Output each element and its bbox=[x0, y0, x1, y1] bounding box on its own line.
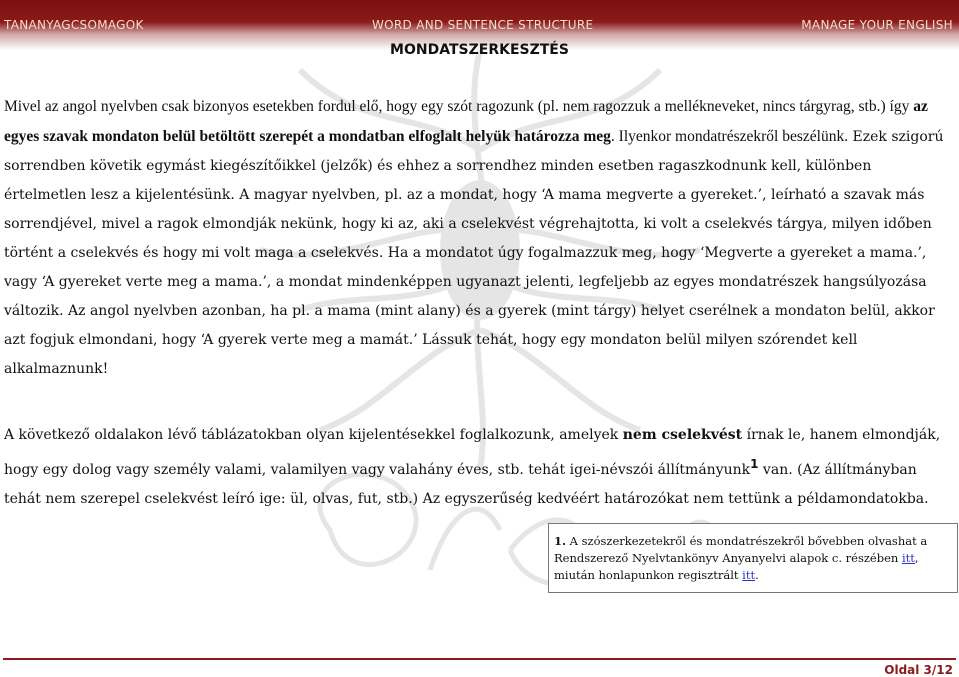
page-title: MONDATSZERKESZTÉS bbox=[390, 42, 569, 58]
footnote-text-3: . bbox=[755, 568, 759, 582]
header-right-label: MANAGE YOUR ENGLISH bbox=[801, 18, 953, 32]
intro-paragraph bbox=[4, 92, 956, 384]
paragraph2-bold-text: nem cselekvést bbox=[622, 427, 743, 443]
footnote-reference: 1 bbox=[750, 457, 759, 471]
header-left-label: TANANYAGCSOMAGOK bbox=[4, 18, 144, 32]
paragraph2-text-b: írnak le, hanem elmondják, hogy egy dolog vagy személy valami, valamilyen vagy valahány éves, stb. tehát igei-névszói állítmányunk bbox=[4, 427, 941, 478]
paragraph2-text-a: A következő oldalakon lévő táblázatokban olyan kijelentésekkel foglalkozunk, amelyek bbox=[4, 427, 623, 443]
footnote-link-2[interactable]: itt bbox=[742, 568, 756, 582]
footnote-text-2: , miután honlapunkon regisztrált bbox=[554, 551, 919, 582]
footnote-box bbox=[548, 523, 958, 593]
paragraph1-text-a: Mivel az angol nyelvben csak bizonyos esetekben fordul elő, hogy egy szót ragozunk (pl. nem ragozzuk a mellékneveket, nincs tárgyrag, stb.) így bbox=[4, 98, 914, 115]
second-paragraph bbox=[4, 421, 956, 514]
footer-divider bbox=[3, 658, 956, 660]
paragraph2-text-c: van. (Az állítmányban tehát nem szerepel cselekvést leíró ige: ül, olvas, fut, stb.) Az egyszerűség kedvéért határozókat nem tettünk a példamondatokba. bbox=[4, 462, 929, 507]
page-number: Oldal 3/12 bbox=[884, 663, 953, 677]
header-center-label: WORD AND SENTENCE STRUCTURE bbox=[372, 18, 594, 32]
paragraph1-text-c: Ezek szigorú sorrendben követik egymást kiegészítőikkel (jelzők) és ehhez a sorrendhez minden esetben ragaszkodnunk kell, különben értelmetlen lesz a kijelentésünk. A magyar nyelvben, pl. az a mondat, hogy ‘A mama megverte a gyereket.’, leírható a szavak más sorrendjével, mivel a ragok elmondják nekünk, hogy ki az, aki a cselekvést végrehajtotta, ki volt a cselekvés tárgya, milyen időben történt a cselekvés és hogy mi volt maga a cselekvés. Ha a mondatot úgy fogalmazzuk meg, hogy ‘Megverte a gyereket a mama.’, vagy ‘A gyereket verte meg a mama.’, a mondat mindenképpen ugyanazt jelenti, legfeljebb az egyes mondatrészek hangsúlyozása változik. Az angol nyelvben azonban, ha pl. a mama (mint alany) és a gyerek (mint tárgy) helyet cserélnek a mondaton belül, akkor azt fogjuk elmondani, hogy ‘A gyerek verte meg a mamát.’ Lássuk tehát, hogy egy mondaton belül milyen szórendet kell alkalmaznunk! bbox=[4, 129, 944, 377]
footnote-text-1: A szószerkezetekről és mondatrészekről bővebben olvashat a Rendszerező Nyelvtankönyv Anyanyelvi alapok c. részében bbox=[554, 534, 928, 565]
footnote-number: 1. bbox=[554, 534, 567, 548]
paragraph1-text-b: . Ilyenkor mondatrészekről beszélünk. bbox=[610, 128, 849, 145]
paragraph1-bold-text: az egyes szavak mondaton belül betöltött szerepét a mondatban elfoglalt helyük határozza meg bbox=[4, 98, 928, 145]
footnote-link-1[interactable]: itt bbox=[901, 551, 915, 565]
footnote-text bbox=[554, 533, 950, 584]
